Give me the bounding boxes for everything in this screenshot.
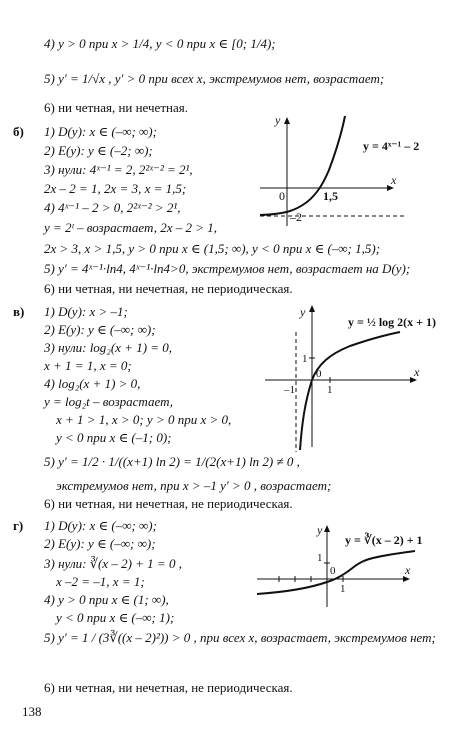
section-label-b: б) — [13, 124, 24, 139]
v-line-6: 6) ни четная, ни нечетная, не периодическая. — [44, 496, 293, 511]
v-line-4b: y = log₂t – возрастает, — [44, 394, 174, 409]
g-x-tick-label: 1 — [340, 583, 346, 595]
v-line-3: 3) нули: log₂(x + 1) = 0, — [44, 340, 173, 355]
g-line-4b: y < 0 при x ∈ (–∞; 1); — [56, 610, 175, 625]
b-y-tick-label: –2 — [290, 210, 302, 224]
b-line-6: 6) ни четная, ни нечетная, не периодическая. — [44, 281, 293, 296]
b-line-3: 3) нули: 4ˣ⁻¹ = 2, 2²ˣ⁻² = 2¹, — [44, 162, 193, 177]
g-curve — [257, 551, 415, 594]
v-y-label: y — [300, 305, 306, 319]
b-line-5: 5) y′ = 4ˣ⁻¹·ln4, 4ˣ⁻¹·ln4>0, экстремумов нет, возрастает на D(y); — [44, 261, 411, 276]
top-line-4: 4) y > 0 при x > 1/4, y < 0 при x ∈ [0; 1/4); — [44, 36, 276, 51]
v-curve — [300, 332, 400, 450]
g-line-3b: x –2 = –1, x = 1; — [56, 574, 145, 589]
g-y-arrow — [324, 525, 330, 532]
v-line-3b: x + 1 = 1, x = 0; — [44, 358, 132, 373]
b-x-tick-label: 1,5 — [323, 189, 338, 203]
b-line-4c: 2x > 3, x > 1,5, y > 0 при x ∈ (1,5; ∞), y < 0 при x ∈ (–∞; 1,5); — [44, 241, 381, 256]
b-line-3b: 2x – 2 = 1, 2x = 3, x = 1,5; — [44, 181, 187, 196]
graph-g — [255, 522, 450, 612]
v-y-tick-label: 1 — [302, 353, 308, 365]
page-number: 138 — [22, 704, 42, 719]
g-line-4: 4) y > 0 при x ∈ (1; ∞), — [44, 592, 169, 607]
graph-v — [260, 302, 450, 452]
section-label-v: в) — [13, 304, 25, 319]
g-y-tick-label: 1 — [317, 552, 323, 564]
v-formula: y = ½ log 2(x + 1) — [348, 315, 437, 329]
g-formula: y = ∛(x – 2) + 1 — [345, 533, 423, 547]
v-line-4c: x + 1 > 1, x > 0; y > 0 при x > 0, — [56, 412, 232, 427]
b-line-4: 4) 4ˣ⁻¹ – 2 > 0, 2²ˣ⁻² > 2¹, — [44, 200, 181, 215]
b-y-arrow — [284, 117, 290, 124]
v-line-5b: экстремумов нет, при x > –1 y′ > 0 , возрастает; — [56, 478, 332, 493]
top-line-6: 6) ни четная, ни нечетная. — [44, 100, 188, 115]
b-line-4b: y = 2ᵗ – возрастает, 2x – 2 > 1, — [44, 220, 218, 235]
graph-b — [255, 114, 455, 234]
g-x-label: x — [405, 563, 411, 577]
g-origin-label: 0 — [330, 565, 336, 577]
g-line-1: 1) D(y): x ∈ (–∞; ∞); — [44, 518, 157, 533]
g-y-label: y — [317, 523, 323, 537]
v-line-2: 2) E(y): y ∈ (–∞; ∞); — [44, 322, 156, 337]
b-x-label: x — [391, 173, 397, 187]
v-x-label: x — [414, 365, 420, 379]
b-formula: y = 4ˣ⁻¹ – 2 — [363, 139, 420, 153]
b-line-2: 2) E(y): y ∈ (–2; ∞); — [44, 143, 153, 158]
g-line-2: 2) E(y): y ∈ (–∞; ∞); — [44, 536, 156, 551]
v-neg-tick-label: –1 — [284, 384, 295, 396]
b-y-label: y — [275, 113, 281, 127]
section-label-g: г) — [13, 518, 24, 533]
g-line-5: 5) y′ = 1 / (3∛((x – 2)²)) > 0 , при всех x, возрастает, экстремумов нет; — [44, 630, 436, 645]
top-line-5: 5) y′ = 1/√x , y′ > 0 при всех x, экстремумов нет, возрастает; — [44, 71, 385, 86]
v-line-5: 5) y′ = 1/2 · 1/((x+1) ln 2) = 1/(2(x+1) ln 2) ≠ 0 , — [44, 454, 300, 469]
g-line-3: 3) нули: ∛(x – 2) + 1 = 0 , — [44, 556, 182, 571]
b-origin-label: 0 — [279, 189, 285, 203]
v-origin-label: 0 — [316, 368, 322, 380]
v-y-arrow — [309, 305, 315, 312]
g-line-6: 6) ни четная, ни нечетная, не периодическая. — [44, 680, 293, 695]
v-line-4d: y < 0 при x ∈ (–1; 0); — [56, 430, 172, 445]
v-line-1: 1) D(y): x > –1; — [44, 304, 128, 319]
b-line-1: 1) D(y): x ∈ (–∞; ∞); — [44, 124, 157, 139]
v-line-4: 4) log₂(x + 1) > 0, — [44, 376, 141, 391]
v-x-tick-label: 1 — [327, 384, 333, 396]
